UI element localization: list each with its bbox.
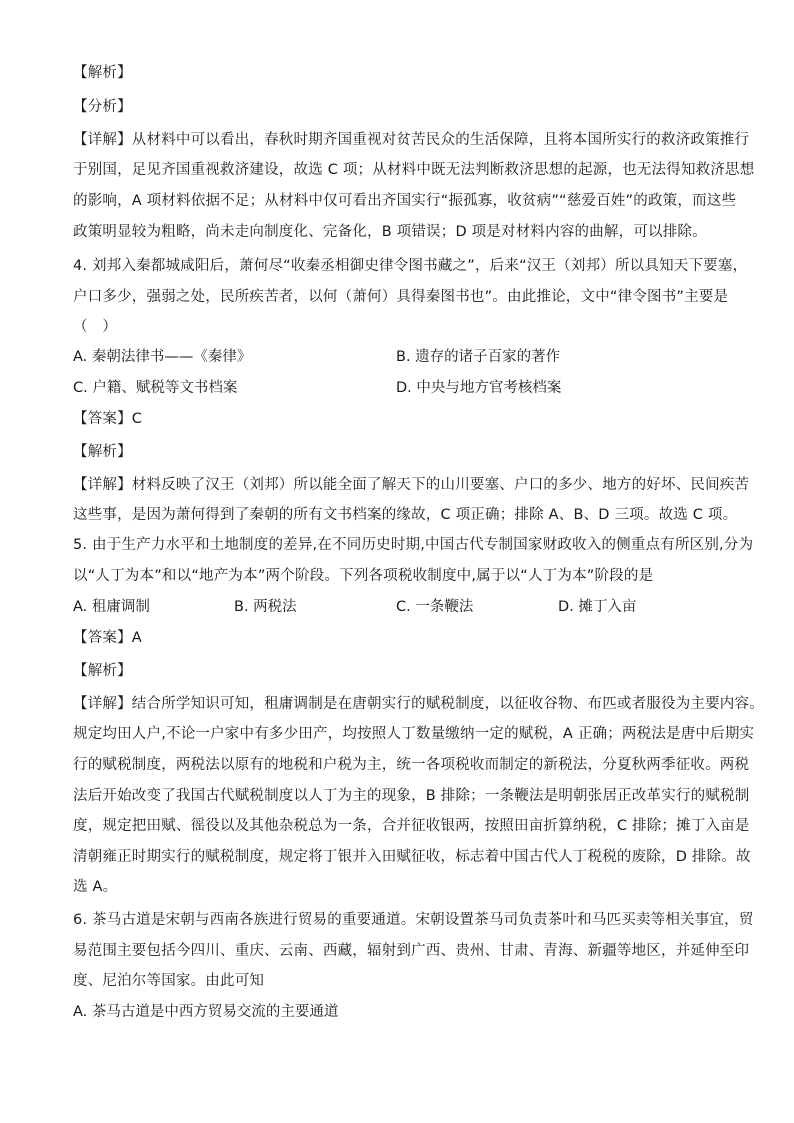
- q5-stem-line: 5. 由于生产力水平和土地制度的差异,在不同历史时期,中国古代专制国家财政收入的侧重点有所区别,分为: [73, 537, 754, 553]
- q4-option-b: B. 遗存的诸子百家的著作: [396, 349, 561, 365]
- q3-detail-line: 于别国，足见齐国重视救济建设，故选 C 项；从材料中既无法判断救济思想的起源，也无法得知救济思想: [73, 162, 755, 178]
- q5-detail-line: 清朝雍正时期实行的赋税制度，规定将丁银并入田赋征收，标志着中国古代人丁税税的废除，D 排除。故: [73, 849, 751, 865]
- q4-detail-line: 这些事，是因为萧何得到了秦朝的所有文书档案的缘故，C 项正确；排除 A、B、D 三项。故选 C 项。: [73, 507, 738, 523]
- q5-option-b: B. 两税法: [234, 599, 297, 615]
- q5-stem-line: 以“人丁为本”和以“地产为本”两个阶段。下列各项税收制度中,属于以“人丁为本”阶段的是: [73, 568, 654, 584]
- q4-stem-line: 户口多少，强弱之处，民所疾苦者，以何（萧何）具得秦图书也”。由此推论，文中“律令图书”主要是: [73, 289, 729, 305]
- fenxi-heading: 【分析】: [73, 99, 132, 115]
- q5-detail-line: 行的赋税制度，两税法以原有的地税和户税为主，统一各项税收而制定的新税法，分夏秋两季征收。两税: [73, 757, 750, 773]
- q4-stem-line: （ ）: [73, 319, 118, 335]
- q3-detail-line: 【详解】从材料中可以看出，春秋时期齐国重视对贫苦民众的生活保障，且将本国所实行的救济政策推行: [73, 132, 750, 148]
- q4-jiexi-heading: 【解析】: [73, 444, 132, 460]
- q5-answer: 【答案】A: [73, 630, 142, 646]
- q6-stem-line: 6. 茶马古道是宋朝与西南各族进行贸易的重要通道。宋朝设置茶马司负责茶叶和马匹买卖等相关事宜，贸: [73, 912, 754, 928]
- q3-detail-line: 政策明显较为粗略，尚未走向制度化、完备化，B 项错误；D 项是对材料内容的曲解，可以排除。: [73, 224, 707, 240]
- q5-option-a: A. 租庸调制: [73, 599, 150, 615]
- q4-option-a: A. 秦朝法律书——《秦律》: [73, 349, 252, 365]
- q6-stem-line: 易范围主要包括今四川、重庆、云南、西藏，辐射到广西、贵州、甘肃、青海、新疆等地区，并延伸至印: [73, 943, 750, 959]
- q6-stem-line: 度、尼泊尔等国家。由此可知: [73, 973, 265, 989]
- q5-option-c: C. 一条鞭法: [396, 599, 474, 615]
- q6-option-a: A. 茶马古道是中西方贸易交流的主要通道: [73, 1004, 339, 1020]
- q5-detail-line: 度，规定把田赋、徭役以及其他杂税总为一条，合并征收银两，按照田亩折算纳税，C 排除；摊丁入亩是: [73, 818, 750, 834]
- q5-detail-line: 【详解】结合所学知识可知，租庸调制是在唐朝实行的赋税制度，以征收谷物、布匹或者服役为主要内容。: [73, 696, 764, 712]
- q4-option-c: C. 户籍、赋税等文书档案: [73, 380, 238, 396]
- q4-detail-line: 【详解】材料反映了汉王（刘邦）所以能全面了解天下的山川要塞、户口的多少、地方的好坏、民间疾苦: [73, 477, 750, 493]
- jiexi-heading: 【解析】: [73, 65, 132, 81]
- q5-jiexi-heading: 【解析】: [73, 663, 132, 679]
- q5-detail-line: 选 A。: [73, 879, 118, 895]
- q4-option-d: D. 中央与地方官考核档案: [396, 380, 562, 396]
- q4-stem-line: 4. 刘邦入秦都城咸阳后，萧何尽“收秦丞相御史律令图书藏之”，后来“汉王（刘邦）所以具知天下要塞，: [73, 258, 748, 274]
- q5-option-d: D. 摊丁入亩: [558, 599, 637, 615]
- q3-detail-line: 的影响，A 项材料依据不足；从材料中仅可看出齐国实行“振孤寡，收贫病”“慈爱百姓”的政策，而这些: [73, 193, 737, 209]
- q5-detail-line: 规定均田人户,不论一户家中有多少田产，均按照人丁数量缴纳一定的赋税，A 正确；两税法是唐中后期实: [73, 726, 755, 742]
- q4-answer: 【答案】C: [73, 411, 143, 427]
- q5-detail-line: 法后开始改变了我国古代赋税制度以人丁为主的现象，B 排除；一条鞭法是明朝张居正改革实行的赋税制: [73, 788, 750, 804]
